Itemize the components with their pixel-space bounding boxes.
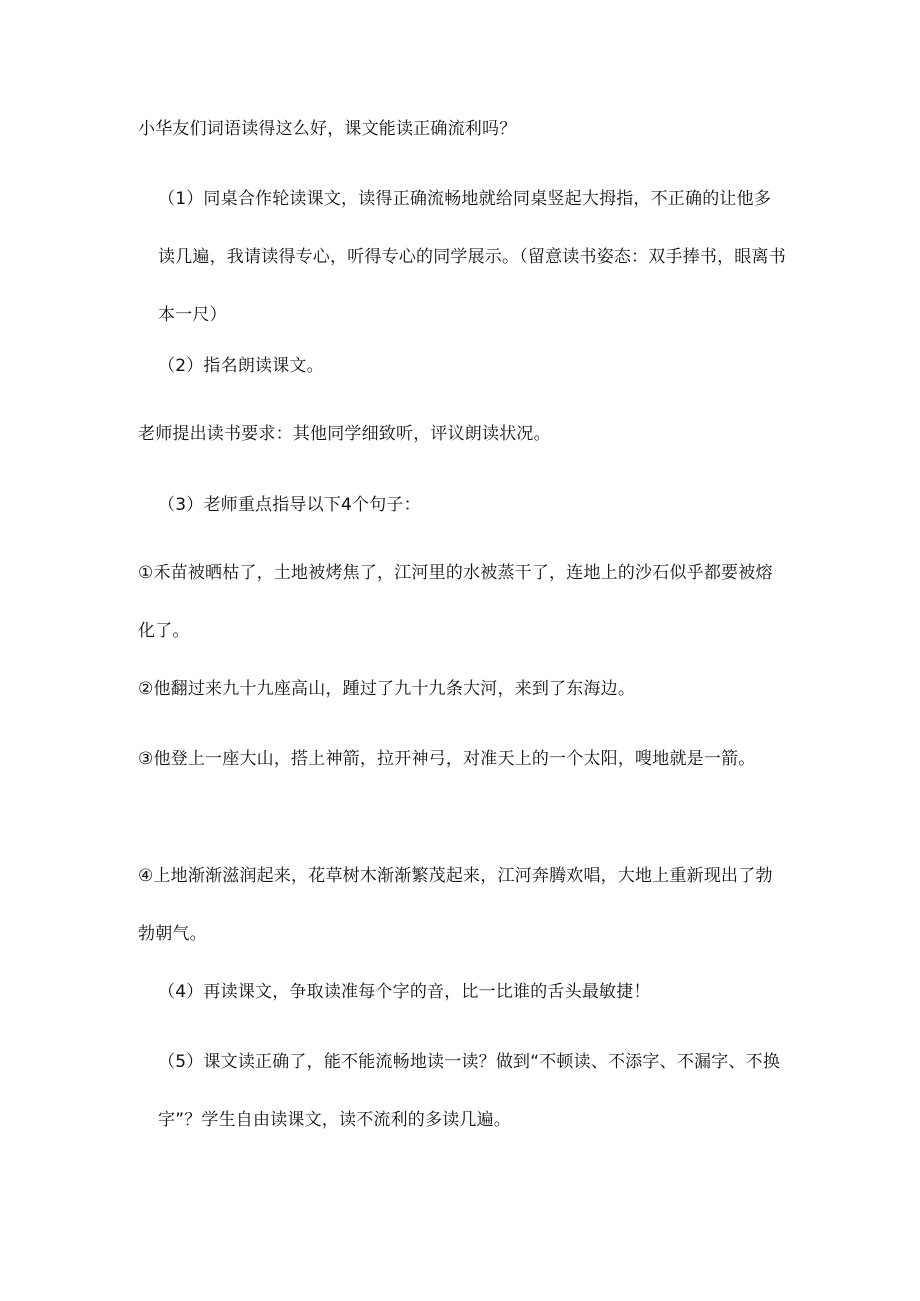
sentence-1-paragraph: ①禾苗被晒枯了，土地被烤焦了，江河里的水被蒸干了，连地上的沙石似乎都要被熔化了。 xyxy=(138,563,773,641)
sentence-4-paragraph: ④上地渐渐滋润起来，花草树木渐渐繁茂起来，江河奔腾欢唱，大地上重新现出了勃勃朝气。 xyxy=(138,866,773,944)
sentence-3-paragraph: ③他登上一座大山，搭上神箭，拉开神弓，对准天上的一个太阳，嗖地就是一箭。 xyxy=(138,749,756,769)
sentence-2-paragraph: ②他翻过来九十九座高山，踵过了九十九条大河，来到了东海边。 xyxy=(138,679,636,699)
intro-paragraph: 小华友们词语读得这么好，课文能读正确流利吗？ xyxy=(138,119,517,139)
step-1-paragraph: （1）同桌合作轮读课文，读得正确流畅地就给同桌竖起大拇指，不正确的让他多读几遍，我请读得专心，听得专心的同学展示。（留意读书姿态：双手捧书，眼离书本一尺） xyxy=(158,189,786,325)
step-3-paragraph: （3）老师重点指导以下4个句子： xyxy=(158,495,421,515)
step-2-paragraph: （2）指名朗读课文。 xyxy=(158,356,324,376)
teacher-requirement-paragraph: 老师提出读书要求：其他同学细致听，评议朗读状况。 xyxy=(138,424,551,444)
step-4-paragraph: （4）再读课文，争取读准每个字的音，比一比谁的舌头最敏捷！ xyxy=(158,982,651,1002)
step-5-paragraph: （5）课文读正确了，能不能流畅地读一读？做到“不顿读、不添字、不漏字、不换字”？学生自由读课文，读不流利的多读几遍。 xyxy=(158,1052,781,1130)
